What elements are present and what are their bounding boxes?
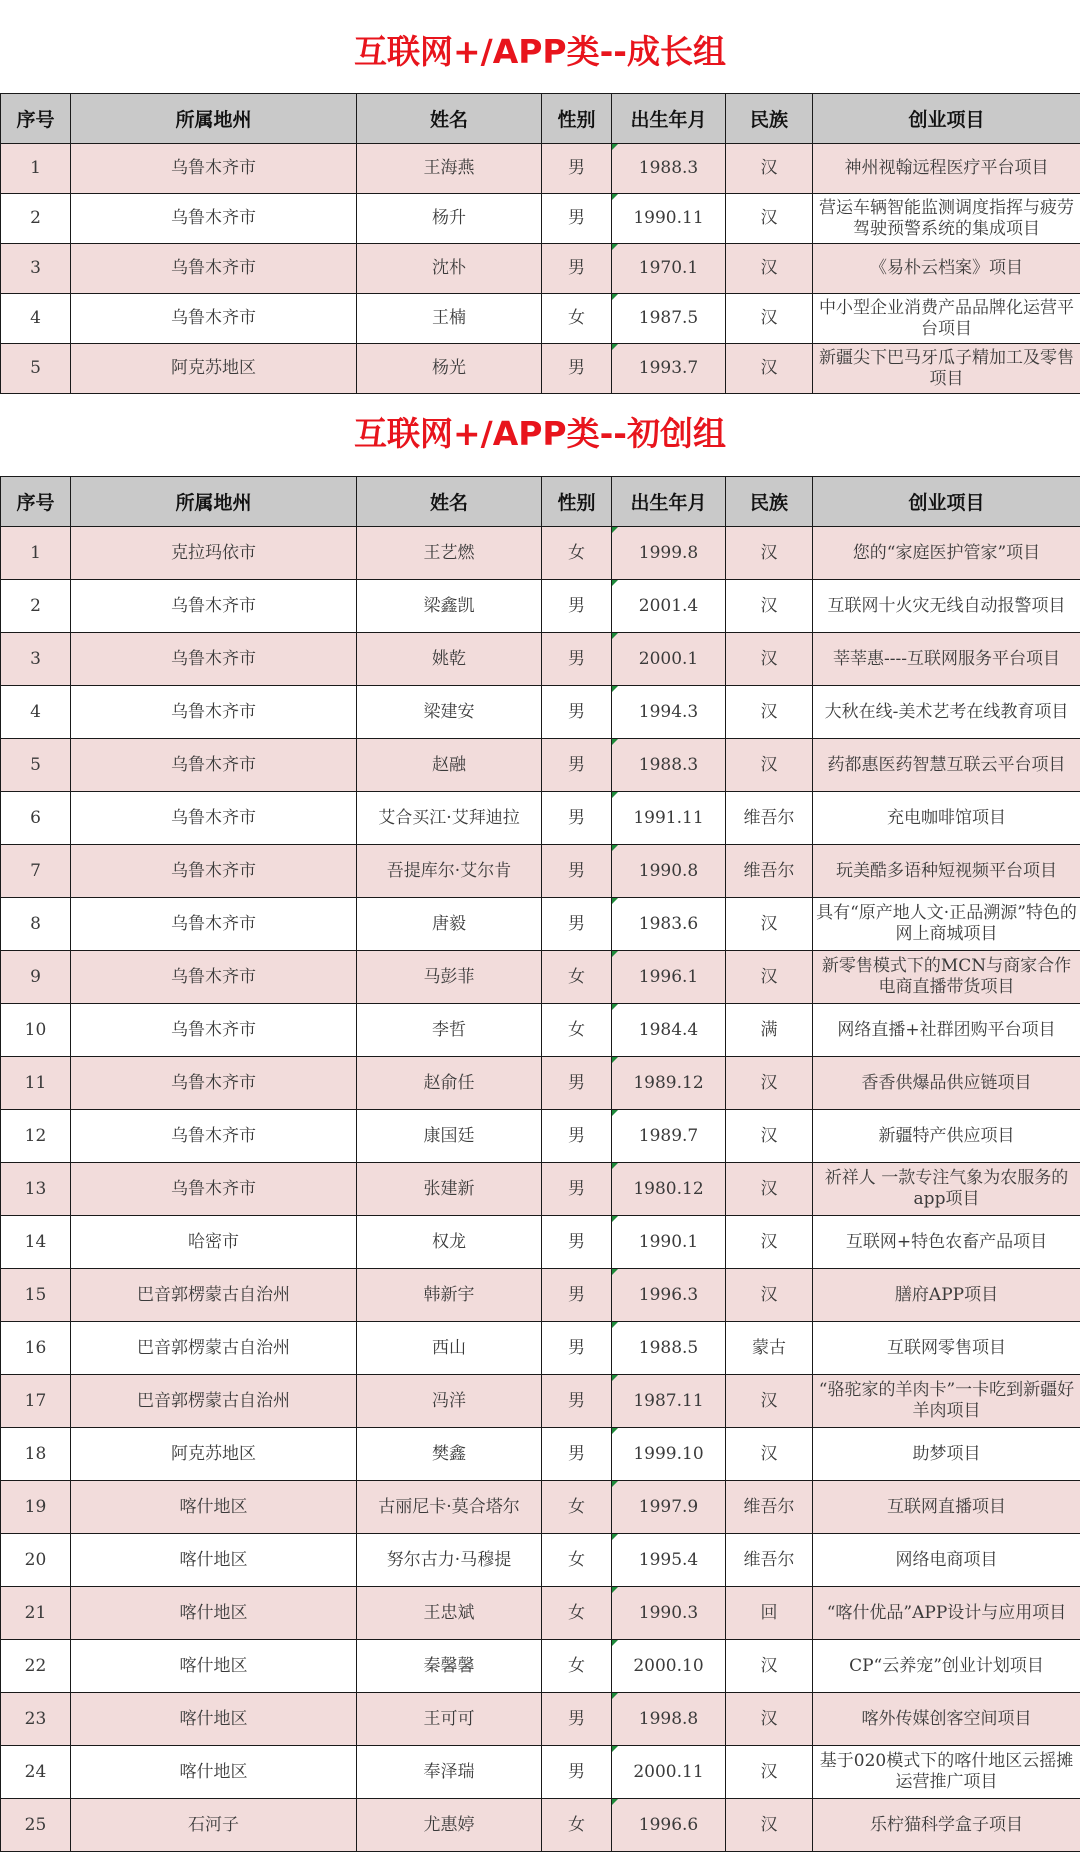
name-cell: 梁鑫凯: [357, 580, 542, 633]
name-cell: 努尔古力·马穆提: [357, 1534, 542, 1587]
name-cell: 杨升: [357, 194, 542, 244]
name-cell: 赵俞任: [357, 1057, 542, 1110]
region-cell: 阿克苏地区: [71, 344, 357, 394]
project-cell: 大秋在线-美术艺考在线教育项目: [813, 686, 1080, 739]
name-cell: 沈朴: [357, 244, 542, 294]
header-ethnicity: 民族: [726, 477, 813, 527]
gender-cell: 男: [542, 144, 612, 194]
birth-cell: 1995.4: [612, 1534, 726, 1587]
name-cell: 秦馨馨: [357, 1640, 542, 1693]
ethnicity-cell: 汉: [726, 1746, 813, 1799]
index-cell: 14: [1, 1216, 71, 1269]
project-cell: 营运车辆智能监测调度指挥与疲劳驾驶预警系统的集成项目: [813, 194, 1080, 244]
region-cell: 哈密市: [71, 1216, 357, 1269]
index-cell: 22: [1, 1640, 71, 1693]
table-row: [1, 1216, 1080, 1269]
project-cell: 中小型企业消费产品品牌化运营平台项目: [813, 294, 1080, 344]
birth-cell: 1990.1: [612, 1216, 726, 1269]
region-cell: 乌鲁木齐市: [71, 1163, 357, 1216]
region-cell: 阿克苏地区: [71, 1428, 357, 1481]
ethnicity-cell: 维吾尔: [726, 845, 813, 898]
name-cell: 古丽尼卡·莫合塔尔: [357, 1481, 542, 1534]
index-cell: 2: [1, 194, 71, 244]
birth-cell: 2000.11: [612, 1746, 726, 1799]
name-cell: 艾合买江·艾拜迪拉: [357, 792, 542, 845]
ethnicity-cell: 汉: [726, 1269, 813, 1322]
region-cell: 乌鲁木齐市: [71, 633, 357, 686]
header-gender: 性别: [542, 94, 612, 144]
birth-cell: 1997.9: [612, 1481, 726, 1534]
name-cell: 王忠斌: [357, 1587, 542, 1640]
ethnicity-cell: 汉: [726, 739, 813, 792]
ethnicity-cell: 汉: [726, 686, 813, 739]
region-cell: 乌鲁木齐市: [71, 294, 357, 344]
birth-cell: 1980.12: [612, 1163, 726, 1216]
project-cell: CP“云养宠”创业计划项目: [813, 1640, 1080, 1693]
birth-cell: 1991.11: [612, 792, 726, 845]
table-row: [1, 1799, 1080, 1852]
gender-cell: 女: [542, 1587, 612, 1640]
project-cell: 互联网十火灾无线自动报警项目: [813, 580, 1080, 633]
region-cell: 乌鲁木齐市: [71, 244, 357, 294]
region-cell: 喀什地区: [71, 1693, 357, 1746]
table-header-row: [1, 477, 1080, 527]
header-birth: 出生年月: [612, 477, 726, 527]
index-cell: 12: [1, 1110, 71, 1163]
table-row: [1, 580, 1080, 633]
ethnicity-cell: 汉: [726, 1057, 813, 1110]
table-row: [1, 739, 1080, 792]
birth-cell: 1999.10: [612, 1428, 726, 1481]
region-cell: 乌鲁木齐市: [71, 194, 357, 244]
table-row: [1, 344, 1080, 394]
header-ethnicity: 民族: [726, 94, 813, 144]
project-cell: 新零售模式下的MCN与商家合作电商直播带货项目: [813, 951, 1080, 1004]
project-cell: 互联网直播项目: [813, 1481, 1080, 1534]
index-cell: 8: [1, 898, 71, 951]
gender-cell: 男: [542, 1322, 612, 1375]
gender-cell: 男: [542, 1269, 612, 1322]
table-row: [1, 845, 1080, 898]
ethnicity-cell: 汉: [726, 1110, 813, 1163]
project-cell: 《易朴云档案》项目: [813, 244, 1080, 294]
project-cell: 新疆特产供应项目: [813, 1110, 1080, 1163]
table-row: [1, 1375, 1080, 1428]
birth-cell: 1999.8: [612, 527, 726, 580]
index-cell: 5: [1, 739, 71, 792]
index-cell: 18: [1, 1428, 71, 1481]
project-cell: 互联网零售项目: [813, 1322, 1080, 1375]
region-cell: 乌鲁木齐市: [71, 686, 357, 739]
project-cell: 祈祥人 一款专注气象为农服务的app项目: [813, 1163, 1080, 1216]
region-cell: 克拉玛依市: [71, 527, 357, 580]
ethnicity-cell: 汉: [726, 1640, 813, 1693]
region-cell: 乌鲁木齐市: [71, 845, 357, 898]
name-cell: 赵融: [357, 739, 542, 792]
birth-cell: 1996.1: [612, 951, 726, 1004]
index-cell: 4: [1, 686, 71, 739]
birth-cell: 1994.3: [612, 686, 726, 739]
region-cell: 喀什地区: [71, 1481, 357, 1534]
table-row: [1, 1534, 1080, 1587]
name-cell: 尤惠婷: [357, 1799, 542, 1852]
index-cell: 1: [1, 144, 71, 194]
header-index: 序号: [1, 477, 71, 527]
header-birth: 出生年月: [612, 94, 726, 144]
project-cell: 玩美酷多语种短视频平台项目: [813, 845, 1080, 898]
project-cell: 膳府APP项目: [813, 1269, 1080, 1322]
header-region: 所属地州: [71, 94, 357, 144]
table-row: [1, 1746, 1080, 1799]
ethnicity-cell: 汉: [726, 244, 813, 294]
birth-cell: 1990.11: [612, 194, 726, 244]
index-cell: 5: [1, 344, 71, 394]
index-cell: 17: [1, 1375, 71, 1428]
name-cell: 杨光: [357, 344, 542, 394]
table-row: [1, 1110, 1080, 1163]
gender-cell: 女: [542, 294, 612, 344]
ethnicity-cell: 汉: [726, 1216, 813, 1269]
header-project: 创业项目: [813, 94, 1080, 144]
birth-cell: 2000.10: [612, 1640, 726, 1693]
table-row: [1, 898, 1080, 951]
project-cell: “骆驼家的羊肉卡”一卡吃到新疆好羊肉项目: [813, 1375, 1080, 1428]
name-cell: 奉泽瑞: [357, 1746, 542, 1799]
birth-cell: 1993.7: [612, 344, 726, 394]
gender-cell: 男: [542, 1693, 612, 1746]
project-cell: 具有“原产地人文·正品溯源”特色的网上商城项目: [813, 898, 1080, 951]
birth-cell: 1996.6: [612, 1799, 726, 1852]
index-cell: 25: [1, 1799, 71, 1852]
header-name: 姓名: [357, 94, 542, 144]
ethnicity-cell: 汉: [726, 294, 813, 344]
region-cell: 喀什地区: [71, 1746, 357, 1799]
gender-cell: 女: [542, 1534, 612, 1587]
project-cell: 乐柠猫科学盒子项目: [813, 1799, 1080, 1852]
gender-cell: 男: [542, 344, 612, 394]
name-cell: 梁建安: [357, 686, 542, 739]
birth-cell: 1988.3: [612, 144, 726, 194]
gender-cell: 男: [542, 194, 612, 244]
gender-cell: 男: [542, 1163, 612, 1216]
table-row: [1, 1269, 1080, 1322]
index-cell: 23: [1, 1693, 71, 1746]
index-cell: 16: [1, 1322, 71, 1375]
birth-cell: 2000.1: [612, 633, 726, 686]
name-cell: 李哲: [357, 1004, 542, 1057]
gender-cell: 男: [542, 1375, 612, 1428]
gender-cell: 女: [542, 1481, 612, 1534]
index-cell: 7: [1, 845, 71, 898]
section-title-startup: 互联网+/APP类--初创组: [0, 412, 1080, 456]
ethnicity-cell: 维吾尔: [726, 792, 813, 845]
gender-cell: 男: [542, 633, 612, 686]
ethnicity-cell: 汉: [726, 580, 813, 633]
project-cell: 神州视翰远程医疗平台项目: [813, 144, 1080, 194]
region-cell: 巴音郭楞蒙古自治州: [71, 1269, 357, 1322]
project-cell: 莘莘惠----互联网服务平台项目: [813, 633, 1080, 686]
ethnicity-cell: 汉: [726, 1375, 813, 1428]
table-row: [1, 792, 1080, 845]
birth-cell: 1984.4: [612, 1004, 726, 1057]
table-row: [1, 294, 1080, 344]
startup-group-table: [0, 476, 1080, 1852]
name-cell: 唐毅: [357, 898, 542, 951]
project-cell: 您的“家庭医护管家”项目: [813, 527, 1080, 580]
name-cell: 王楠: [357, 294, 542, 344]
ethnicity-cell: 汉: [726, 1428, 813, 1481]
table-row: [1, 1163, 1080, 1216]
table-row: [1, 1587, 1080, 1640]
ethnicity-cell: 汉: [726, 1163, 813, 1216]
gender-cell: 男: [542, 1216, 612, 1269]
project-cell: 互联网+特色农畜产品项目: [813, 1216, 1080, 1269]
region-cell: 石河子: [71, 1799, 357, 1852]
name-cell: 樊鑫: [357, 1428, 542, 1481]
name-cell: 王可可: [357, 1693, 542, 1746]
region-cell: 喀什地区: [71, 1587, 357, 1640]
project-cell: 充电咖啡馆项目: [813, 792, 1080, 845]
index-cell: 11: [1, 1057, 71, 1110]
project-cell: 网络电商项目: [813, 1534, 1080, 1587]
index-cell: 19: [1, 1481, 71, 1534]
name-cell: 王海燕: [357, 144, 542, 194]
table-row: [1, 194, 1080, 244]
project-cell: 基于020模式下的喀什地区云摇摊运营推广项目: [813, 1746, 1080, 1799]
index-cell: 20: [1, 1534, 71, 1587]
region-cell: 乌鲁木齐市: [71, 1004, 357, 1057]
section-title-growth: 互联网+/APP类--成长组: [0, 30, 1080, 74]
region-cell: 乌鲁木齐市: [71, 792, 357, 845]
ethnicity-cell: 汉: [726, 194, 813, 244]
ethnicity-cell: 汉: [726, 1799, 813, 1852]
gender-cell: 男: [542, 1110, 612, 1163]
ethnicity-cell: 汉: [726, 633, 813, 686]
gender-cell: 女: [542, 1004, 612, 1057]
table-row: [1, 951, 1080, 1004]
name-cell: 冯洋: [357, 1375, 542, 1428]
name-cell: 权龙: [357, 1216, 542, 1269]
index-cell: 6: [1, 792, 71, 845]
index-cell: 13: [1, 1163, 71, 1216]
birth-cell: 1989.12: [612, 1057, 726, 1110]
name-cell: 马彭菲: [357, 951, 542, 1004]
gender-cell: 男: [542, 1057, 612, 1110]
table-row: [1, 1057, 1080, 1110]
gender-cell: 男: [542, 580, 612, 633]
name-cell: 姚乾: [357, 633, 542, 686]
birth-cell: 1987.5: [612, 294, 726, 344]
table-row: [1, 144, 1080, 194]
index-cell: 10: [1, 1004, 71, 1057]
table-row: [1, 1640, 1080, 1693]
gender-cell: 女: [542, 1640, 612, 1693]
region-cell: 巴音郭楞蒙古自治州: [71, 1375, 357, 1428]
name-cell: 韩新宇: [357, 1269, 542, 1322]
index-cell: 24: [1, 1746, 71, 1799]
table-row: [1, 686, 1080, 739]
region-cell: 乌鲁木齐市: [71, 739, 357, 792]
region-cell: 乌鲁木齐市: [71, 580, 357, 633]
project-cell: 药都惠医药智慧互联云平台项目: [813, 739, 1080, 792]
birth-cell: 1988.5: [612, 1322, 726, 1375]
region-cell: 乌鲁木齐市: [71, 144, 357, 194]
gender-cell: 男: [542, 244, 612, 294]
gender-cell: 男: [542, 898, 612, 951]
table-row: [1, 244, 1080, 294]
table-row: [1, 1428, 1080, 1481]
region-cell: 巴音郭楞蒙古自治州: [71, 1322, 357, 1375]
index-cell: 21: [1, 1587, 71, 1640]
ethnicity-cell: 满: [726, 1004, 813, 1057]
birth-cell: 1970.1: [612, 244, 726, 294]
birth-cell: 1990.8: [612, 845, 726, 898]
ethnicity-cell: 汉: [726, 1693, 813, 1746]
ethnicity-cell: 汉: [726, 344, 813, 394]
gender-cell: 女: [542, 951, 612, 1004]
growth-group-table: [0, 93, 1080, 394]
gender-cell: 男: [542, 686, 612, 739]
ethnicity-cell: 汉: [726, 951, 813, 1004]
ethnicity-cell: 蒙古: [726, 1322, 813, 1375]
header-project: 创业项目: [813, 477, 1080, 527]
project-cell: 新疆尖下巴马牙瓜子精加工及零售项目: [813, 344, 1080, 394]
name-cell: 康国廷: [357, 1110, 542, 1163]
birth-cell: 1998.8: [612, 1693, 726, 1746]
ethnicity-cell: 汉: [726, 898, 813, 951]
birth-cell: 1996.3: [612, 1269, 726, 1322]
gender-cell: 男: [542, 739, 612, 792]
region-cell: 乌鲁木齐市: [71, 898, 357, 951]
birth-cell: 1990.3: [612, 1587, 726, 1640]
region-cell: 喀什地区: [71, 1640, 357, 1693]
gender-cell: 女: [542, 1799, 612, 1852]
name-cell: 西山: [357, 1322, 542, 1375]
region-cell: 乌鲁木齐市: [71, 1110, 357, 1163]
region-cell: 乌鲁木齐市: [71, 1057, 357, 1110]
ethnicity-cell: 维吾尔: [726, 1534, 813, 1587]
project-cell: “喀什优品”APP设计与应用项目: [813, 1587, 1080, 1640]
ethnicity-cell: 回: [726, 1587, 813, 1640]
table-row: [1, 1004, 1080, 1057]
project-cell: 喀外传媒创客空间项目: [813, 1693, 1080, 1746]
name-cell: 张建新: [357, 1163, 542, 1216]
header-gender: 性别: [542, 477, 612, 527]
index-cell: 9: [1, 951, 71, 1004]
header-index: 序号: [1, 94, 71, 144]
index-cell: 3: [1, 633, 71, 686]
region-cell: 喀什地区: [71, 1534, 357, 1587]
birth-cell: 1988.3: [612, 739, 726, 792]
gender-cell: 男: [542, 1428, 612, 1481]
project-cell: 网络直播+社群团购平台项目: [813, 1004, 1080, 1057]
ethnicity-cell: 汉: [726, 527, 813, 580]
gender-cell: 男: [542, 845, 612, 898]
name-cell: 吾提库尔·艾尔肯: [357, 845, 542, 898]
index-cell: 15: [1, 1269, 71, 1322]
gender-cell: 女: [542, 527, 612, 580]
header-region: 所属地州: [71, 477, 357, 527]
name-cell: 王艺燃: [357, 527, 542, 580]
table-row: [1, 527, 1080, 580]
project-cell: 香香供爆品供应链项目: [813, 1057, 1080, 1110]
index-cell: 3: [1, 244, 71, 294]
header-name: 姓名: [357, 477, 542, 527]
birth-cell: 2001.4: [612, 580, 726, 633]
table-row: [1, 1693, 1080, 1746]
ethnicity-cell: 汉: [726, 144, 813, 194]
gender-cell: 男: [542, 1746, 612, 1799]
ethnicity-cell: 维吾尔: [726, 1481, 813, 1534]
gender-cell: 男: [542, 792, 612, 845]
table-row: [1, 633, 1080, 686]
birth-cell: 1987.11: [612, 1375, 726, 1428]
table-header-row: [1, 94, 1080, 144]
birth-cell: 1983.6: [612, 898, 726, 951]
project-cell: 助梦项目: [813, 1428, 1080, 1481]
table-row: [1, 1322, 1080, 1375]
index-cell: 2: [1, 580, 71, 633]
index-cell: 4: [1, 294, 71, 344]
index-cell: 1: [1, 527, 71, 580]
birth-cell: 1989.7: [612, 1110, 726, 1163]
region-cell: 乌鲁木齐市: [71, 951, 357, 1004]
table-row: [1, 1481, 1080, 1534]
